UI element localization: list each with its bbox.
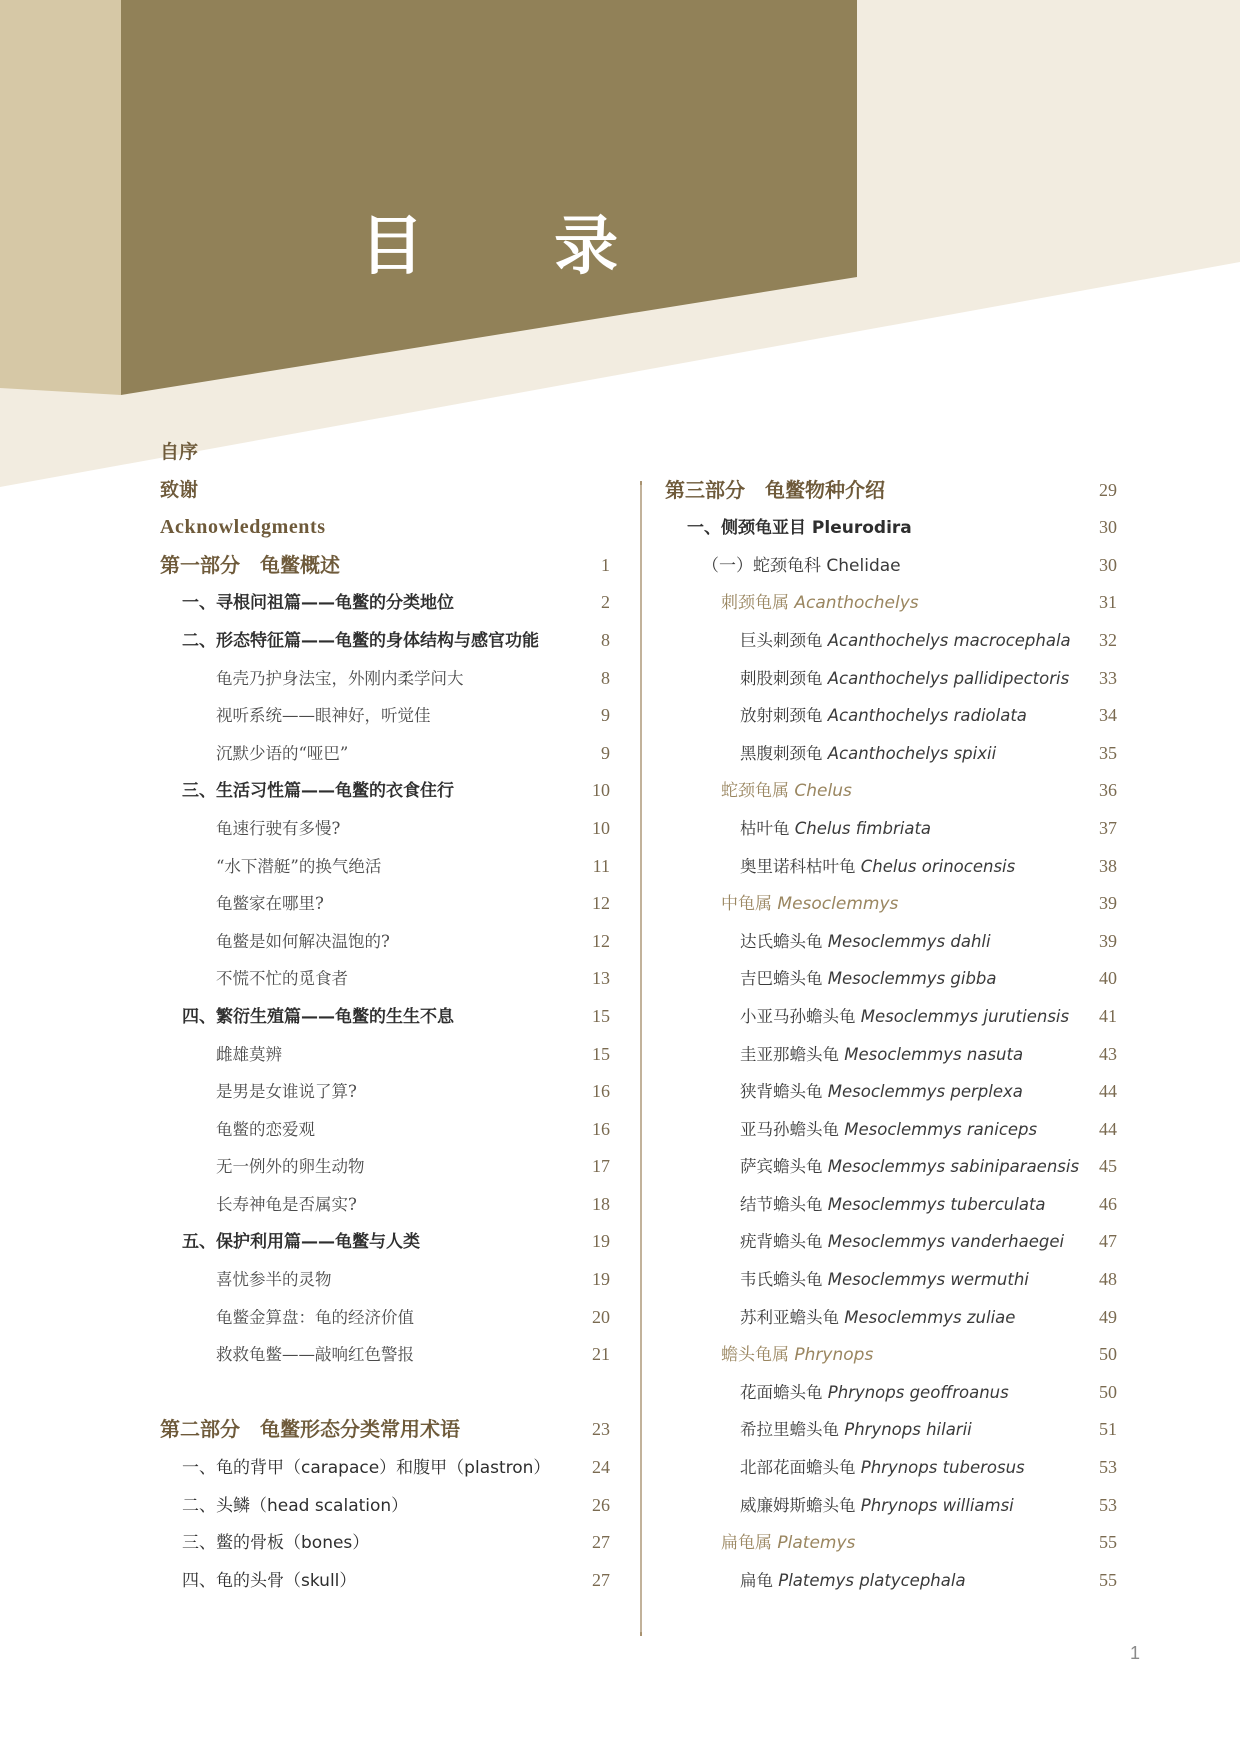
toc-entry-part[interactable] [160, 1411, 610, 1449]
toc-entry-label [665, 1337, 873, 1375]
toc-entry-species[interactable] [665, 1148, 1117, 1186]
toc-entry-page-number: 39 [1099, 930, 1117, 951]
toc-entry-title: 龟鳖是如何解决温饱的? [216, 931, 390, 951]
toc-entry-label [665, 810, 931, 848]
toc-entry-label [665, 585, 919, 623]
column-divider [640, 481, 642, 1636]
toc-entry-genus[interactable] [665, 772, 1117, 810]
toc-entry-label [160, 434, 198, 472]
toc-entry-title: 苏利亚蟾头龟 [740, 1307, 839, 1327]
toc-entry-title: Acknowledgments [160, 516, 326, 539]
toc-entry-label [665, 848, 1015, 886]
toc-entry-label [665, 1562, 966, 1600]
toc-entry-title: 黑腹刺颈龟 [740, 743, 823, 763]
toc-entry-title: 自序 [160, 441, 199, 463]
toc-entry-page-number: 30 [1099, 517, 1117, 538]
toc-entry-label [665, 1261, 1029, 1299]
toc-entry-label [160, 923, 390, 961]
toc-entry-species[interactable] [665, 622, 1117, 660]
toc-entry-title: 刺股刺颈龟 [740, 668, 823, 688]
toc-entry-label [160, 1563, 356, 1601]
toc-entry-title: 第三部分 龟鳖物种介绍 [665, 477, 885, 502]
toc-entry-label [160, 885, 324, 923]
toc-entry-scientific-name: Acanthochelys pallidipectoris [827, 668, 1070, 688]
toc-entry-species[interactable] [665, 1111, 1117, 1149]
toc-entry-page-number: 12 [592, 893, 610, 914]
toc-entry-section[interactable] [160, 1111, 610, 1149]
toc-entry-page-number: 27 [592, 1532, 610, 1553]
toc-entry-title: 二、头鳞（head scalation） [182, 1495, 409, 1516]
toc-entry-label [665, 472, 885, 510]
toc-entry-chapter[interactable] [160, 1524, 610, 1562]
toc-entry-chapter[interactable] [665, 509, 1117, 547]
toc-entry-label [160, 585, 454, 623]
toc-entry-scientific-name: Chelus [794, 781, 852, 802]
toc-entry-label [665, 1525, 855, 1563]
toc-entry-label [160, 623, 539, 661]
toc-entry-label [665, 886, 898, 924]
toc-entry-label [160, 1036, 282, 1074]
toc-entry-title: 韦氏蟾头龟 [740, 1270, 823, 1290]
toc-entry-title: 中龟属 [721, 894, 772, 915]
toc-entry-title: 北部花面蟾头龟 [740, 1458, 856, 1478]
toc-entry-label [160, 1224, 420, 1262]
toc-entry-page-number: 16 [592, 1118, 610, 1139]
toc-entry-page-number: 55 [1099, 1532, 1117, 1553]
toc-entry-page-number: 2 [601, 592, 610, 613]
toc-entry-page-number: 40 [1099, 968, 1117, 989]
toc-entry-page-number: 10 [592, 780, 610, 801]
toc-entry-page-number: 35 [1099, 742, 1117, 763]
toc-entry-page-number: 50 [1099, 1344, 1117, 1365]
toc-entry-label [665, 510, 912, 548]
toc-entry-title: 雌雄莫辨 [216, 1044, 282, 1064]
toc-entry-scientific-name: Mesoclemmys gibba [827, 969, 997, 989]
toc-entry-chapter[interactable] [160, 622, 610, 660]
toc-entry-label [160, 999, 454, 1037]
toc-entry-species[interactable] [665, 1186, 1117, 1224]
toc-entry-page-number: 10 [592, 817, 610, 838]
toc-entry-genus[interactable] [665, 885, 1117, 923]
toc-entry-scientific-name: Mesoclemmys jurutiensis [860, 1006, 1070, 1026]
toc-entry-label [665, 1186, 1046, 1224]
toc-entry-page-number: 41 [1099, 1005, 1117, 1026]
toc-entry-page-number: 13 [592, 968, 610, 989]
toc-entry-section[interactable] [160, 885, 610, 923]
toc-entry-title: 龟速行驶有多慢? [216, 818, 341, 838]
toc-entry-title: 圭亚那蟾头龟 [740, 1044, 839, 1064]
toc-entry-species[interactable] [665, 1374, 1117, 1412]
toc-entry-title: 结节蟾头龟 [740, 1194, 823, 1214]
toc-entry-scientific-name: Acanthochelys macrocephala [827, 630, 1071, 650]
toc-entry-label [160, 509, 326, 547]
toc-entry-label [665, 622, 1071, 660]
toc-spacer [160, 1374, 610, 1412]
toc-entry-page-number: 32 [1099, 629, 1117, 650]
toc-entry-label [665, 773, 852, 811]
toc-entry-scientific-name: Mesoclemmys nasuta [844, 1044, 1024, 1064]
toc-entry-section[interactable] [160, 1261, 610, 1299]
toc-entry-page-number: 29 [1099, 479, 1117, 500]
toc-right-column [665, 472, 1117, 1600]
toc-entry-family[interactable] [665, 547, 1117, 585]
toc-entry-page-number: 27 [592, 1569, 610, 1590]
toc-entry-title: 希拉里蟾头龟 [740, 1420, 839, 1440]
toc-entry-label [665, 697, 1027, 735]
toc-entry-page-number: 36 [1099, 780, 1117, 801]
toc-entry-chapter[interactable] [160, 1449, 610, 1487]
toc-entry-page-number: 47 [1099, 1231, 1117, 1252]
toc-entry-page-number: 21 [592, 1344, 610, 1365]
toc-entry-label [665, 1411, 972, 1449]
toc-entry-title: 放射刺颈龟 [740, 706, 823, 726]
toc-entry-title: 蛇颈龟属 [721, 781, 789, 802]
toc-entry-page-number: 18 [592, 1193, 610, 1214]
toc-entry-title: 第二部分 龟鳖形态分类常用术语 [160, 1417, 460, 1442]
toc-entry-page-number: 33 [1099, 667, 1117, 688]
toc-entry-title: 龟鳖的恋爱观 [216, 1119, 315, 1139]
toc-entry-title: 威廉姆斯蟾头龟 [740, 1495, 856, 1515]
toc-entry-page-number: 11 [592, 855, 610, 876]
toc-entry-label [160, 735, 348, 773]
toc-entry-label [160, 1450, 550, 1488]
toc-entry-title: 一、龟的背甲（carapace）和腹甲（plastron） [182, 1458, 551, 1479]
toc-entry-page-number: 39 [1099, 893, 1117, 914]
toc-entry-title: 奥里诺科枯叶龟 [740, 856, 856, 876]
toc-entry-title: 吉巴蟾头龟 [740, 969, 823, 989]
toc-entry-page-number: 16 [592, 1081, 610, 1102]
toc-entry-species[interactable] [665, 1073, 1117, 1111]
toc-entry-label [665, 923, 991, 961]
toc-entry-page-number: 44 [1099, 1081, 1117, 1102]
toc-entry-page-number: 19 [592, 1269, 610, 1290]
toc-entry-page-number: 43 [1099, 1043, 1117, 1064]
toc-entry-label [160, 810, 340, 848]
toc-entry-label [665, 660, 1069, 698]
toc-entry-label [665, 548, 901, 586]
toc-entry-label [160, 1148, 365, 1186]
toc-entry-title: 一、寻根问祖篇——龟鳖的分类地位 [182, 593, 454, 614]
toc-entry-page-number: 8 [601, 629, 610, 650]
toc-entry-label [160, 1111, 315, 1149]
toc-entry-scientific-name: Phrynops williamsi [860, 1495, 1014, 1515]
toc-entry-page-number: 38 [1099, 855, 1117, 876]
toc-entry-title: 五、保护利用篇——龟鳖与人类 [182, 1232, 420, 1253]
toc-entry-genus[interactable] [665, 1524, 1117, 1562]
toc-entry-title: 龟鳖家在哪里? [216, 894, 324, 914]
toc-entry-title: 四、龟的头骨（skull） [182, 1570, 357, 1591]
toc-entry-title: 喜忧参半的灵物 [216, 1270, 332, 1290]
toc-entry-scientific-name: Acanthochelys spixii [827, 743, 997, 763]
page-number: 1 [1130, 1643, 1141, 1663]
toc-entry-label [160, 472, 198, 510]
toc-entry-title: 萨宾蟾头龟 [740, 1157, 823, 1177]
toc-entry-title: 第一部分 龟鳖概述 [160, 552, 340, 577]
toc-entry-species[interactable] [665, 1261, 1117, 1299]
toc-entry-scientific-name: Mesoclemmys zuliae [844, 1307, 1016, 1327]
toc-entry-species[interactable] [665, 1036, 1117, 1074]
toc-entry-label [665, 960, 997, 998]
toc-entry-scientific-name: Phrynops geoffroanus [827, 1382, 1009, 1402]
toc-entry-title: 亚马孙蟾头龟 [740, 1119, 839, 1139]
toc-entry-genus[interactable] [665, 1336, 1117, 1374]
toc-entry-title: 小亚马孙蟾头龟 [740, 1006, 856, 1026]
toc-entry-page-number: 20 [592, 1306, 610, 1327]
toc-entry-label [160, 960, 348, 998]
toc-entry-title: 沉默少语的“哑巴” [216, 743, 349, 763]
toc-entry-title: 救救龟鳖——敲响红色警报 [216, 1345, 414, 1365]
toc-entry-label [160, 697, 431, 735]
toc-entry-page-number: 23 [592, 1419, 610, 1440]
toc-entry-title: 致谢 [160, 478, 199, 501]
toc-entry-label [665, 1299, 1015, 1337]
toc-entry-page-number: 37 [1099, 817, 1117, 838]
toc-entry-section[interactable] [160, 697, 610, 735]
toc-entry-species[interactable] [665, 848, 1117, 886]
toc-entry-title: 是男是女谁说了算? [216, 1082, 357, 1102]
toc-entry-title: 扁龟 [740, 1570, 773, 1590]
toc-entry-chapter[interactable] [160, 998, 610, 1036]
toc-entry-title: 一、侧颈龟亚目 Pleurodira [687, 518, 912, 539]
toc-entry-page-number: 53 [1099, 1457, 1117, 1478]
toc-entry-page-number: 53 [1099, 1494, 1117, 1515]
toc-entry-title: 长寿神龟是否属实? [216, 1194, 357, 1214]
toc-entry-page-number: 12 [592, 930, 610, 951]
toc-entry-title: 疣背蟾头龟 [740, 1232, 823, 1252]
toc-entry-chapter[interactable] [160, 1487, 610, 1525]
toc-entry-front[interactable] [160, 434, 610, 472]
page-title: 目 录 [359, 210, 673, 284]
toc-entry-scientific-name: Mesoclemmys tuberculata [827, 1194, 1046, 1214]
toc-entry-scientific-name: Mesoclemmys wermuthi [827, 1270, 1029, 1290]
toc-entry-page-number: 51 [1099, 1419, 1117, 1440]
toc-entry-label [160, 1261, 332, 1299]
toc-entry-scientific-name: Chelus orinocensis [860, 856, 1016, 876]
toc-entry-label [665, 1374, 1009, 1412]
toc-entry-title: （一）蛇颈龟科 Chelidae [702, 555, 901, 576]
toc-entry-chapter[interactable] [160, 1562, 610, 1600]
toc-entry-section[interactable] [160, 1073, 610, 1111]
toc-entry-section[interactable] [160, 735, 610, 773]
toc-entry-page-number: 15 [592, 1043, 610, 1064]
toc-entry-species[interactable] [665, 960, 1117, 998]
toc-entry-label [160, 1073, 357, 1111]
toc-entry-section[interactable] [160, 1036, 610, 1074]
toc-entry-label [160, 773, 454, 811]
toc-entry-title: 三、生活习性篇——龟鳖的衣食住行 [182, 781, 454, 802]
toc-entry-species[interactable] [665, 1299, 1117, 1337]
toc-entry-label [160, 1525, 369, 1563]
toc-entry-title: 四、繁衍生殖篇——龟鳖的生生不息 [182, 1006, 454, 1027]
toc-entry-title: 扁龟属 [721, 1533, 772, 1554]
toc-entry-label [665, 1223, 1064, 1261]
toc-entry-label [160, 660, 464, 698]
toc-entry-title: 狭背蟾头龟 [740, 1082, 823, 1102]
toc-entry-label [160, 1411, 460, 1449]
toc-entry-scientific-name: Platemys [777, 1533, 856, 1554]
toc-entry-title: 达氏蟾头龟 [740, 931, 823, 951]
toc-entry-label [665, 1111, 1037, 1149]
toc-entry-page-number: 31 [1099, 592, 1117, 613]
toc-entry-chapter[interactable] [160, 1223, 610, 1261]
toc-entry-scientific-name: Acanthochelys [794, 593, 919, 614]
toc-entry-label [665, 1073, 1023, 1111]
toc-entry-scientific-name: Mesoclemmys [777, 894, 899, 915]
toc-entry-page-number: 44 [1099, 1118, 1117, 1139]
toc-entry-species[interactable] [665, 1223, 1117, 1261]
toc-entry-scientific-name: Platemys platycephala [778, 1570, 966, 1590]
toc-entry-page-number: 49 [1099, 1306, 1117, 1327]
toc-entry-chapter[interactable] [160, 584, 610, 622]
toc-entry-page-number: 45 [1099, 1156, 1117, 1177]
toc-entry-scientific-name: Mesoclemmys vanderhaegei [827, 1232, 1065, 1252]
toc-entry-title: 花面蟾头龟 [740, 1382, 823, 1402]
toc-entry-scientific-name: Phrynops [794, 1345, 874, 1366]
toc-entry-species[interactable] [665, 735, 1117, 773]
banner-light-band [0, 0, 121, 395]
toc-entry-label [665, 1487, 1014, 1525]
toc-entry-scientific-name: Chelus fimbriata [794, 818, 932, 838]
toc-entry-title: 刺颈龟属 [721, 593, 789, 614]
toc-entry-species[interactable] [665, 1411, 1117, 1449]
toc-entry-label [665, 1036, 1023, 1074]
toc-entry-section[interactable] [160, 1148, 610, 1186]
toc-entry-title: 蟾头龟属 [721, 1345, 789, 1366]
toc-entry-label [665, 1148, 1079, 1186]
toc-entry-title: 无一例外的卵生动物 [216, 1157, 365, 1177]
toc-entry-section[interactable] [160, 660, 610, 698]
toc-entry-title: 枯叶龟 [740, 818, 790, 838]
toc-left-column [160, 434, 610, 1599]
toc-entry-scientific-name: Acanthochelys radiolata [827, 706, 1027, 726]
toc-entry-part[interactable] [160, 547, 610, 585]
toc-entry-page-number: 34 [1099, 705, 1117, 726]
toc-entry-label [160, 1488, 408, 1526]
toc-entry-species[interactable] [665, 697, 1117, 735]
toc-entry-section[interactable] [160, 848, 610, 886]
toc-entry-label [665, 735, 996, 773]
toc-entry-page-number: 55 [1099, 1569, 1117, 1590]
toc-entry-page-number: 15 [592, 1005, 610, 1026]
toc-entry-label [160, 547, 340, 585]
toc-entry-species[interactable] [665, 923, 1117, 961]
toc-entry-page-number: 8 [601, 667, 610, 688]
toc-entry-scientific-name: Phrynops hilarii [844, 1420, 972, 1440]
toc-entry-section[interactable] [160, 923, 610, 961]
toc-entry-scientific-name: Mesoclemmys raniceps [844, 1119, 1038, 1139]
toc-entry-label [160, 1299, 414, 1337]
toc-entry-page-number: 19 [592, 1231, 610, 1252]
toc-entry-page-number: 9 [601, 742, 610, 763]
toc-entry-species[interactable] [665, 1487, 1117, 1525]
toc-entry-scientific-name: Mesoclemmys sabiniparaensis [827, 1157, 1080, 1177]
toc-entry-title: 视听系统——眼神好，听觉佳 [216, 706, 431, 726]
toc-entry-title: “水下潜艇”的换气绝活 [216, 856, 382, 876]
toc-entry-scientific-name: Phrynops tuberosus [860, 1458, 1025, 1478]
toc-entry-page-number: 46 [1099, 1193, 1117, 1214]
toc-entry-chapter[interactable] [160, 772, 610, 810]
toc-entry-front[interactable] [160, 472, 610, 510]
toc-entry-label [160, 848, 381, 886]
toc-entry-title: 龟鳖金算盘：龟的经济价值 [216, 1307, 414, 1327]
toc-entry-species[interactable] [665, 810, 1117, 848]
toc-entry-label [160, 1186, 357, 1224]
toc-entry-label [665, 1449, 1025, 1487]
toc-entry-section[interactable] [160, 960, 610, 998]
toc-entry-page-number: 30 [1099, 554, 1117, 575]
toc-entry-page-number: 9 [601, 705, 610, 726]
toc-entry-species[interactable] [665, 660, 1117, 698]
toc-entry-scientific-name: Mesoclemmys dahli [827, 931, 991, 951]
toc-entry-section[interactable] [160, 810, 610, 848]
toc-entry-ack[interactable] [160, 509, 610, 547]
toc-entry-title: 龟壳乃护身法宝，外刚内柔学问大 [216, 668, 464, 688]
toc-entry-page-number: 24 [592, 1457, 610, 1478]
toc-entry-label [665, 998, 1069, 1036]
toc-entry-species[interactable] [665, 1449, 1117, 1487]
toc-entry-scientific-name: Mesoclemmys perplexa [827, 1082, 1023, 1102]
toc-entry-section[interactable] [160, 1336, 610, 1374]
toc-entry-label [160, 1336, 414, 1374]
toc-entry-page-number: 48 [1099, 1269, 1117, 1290]
toc-entry-section[interactable] [160, 1186, 610, 1224]
toc-entry-title: 巨头刺颈龟 [740, 630, 823, 650]
toc-entry-section[interactable] [160, 1299, 610, 1337]
toc-entry-title: 二、形态特征篇——龟鳖的身体结构与感官功能 [182, 630, 539, 651]
toc-entry-page-number: 1 [601, 554, 610, 575]
toc-entry-species[interactable] [665, 998, 1117, 1036]
toc-entry-title: 三、鳖的骨板（bones） [182, 1533, 370, 1554]
toc-entry-page-number: 26 [592, 1494, 610, 1515]
toc-entry-page-number: 17 [592, 1156, 610, 1177]
toc-entry-species[interactable] [665, 1562, 1117, 1600]
toc-entry-part[interactable] [665, 472, 1117, 510]
toc-entry-genus[interactable] [665, 584, 1117, 622]
toc-entry-page-number: 50 [1099, 1381, 1117, 1402]
toc-entry-title: 不慌不忙的觅食者 [216, 969, 348, 989]
